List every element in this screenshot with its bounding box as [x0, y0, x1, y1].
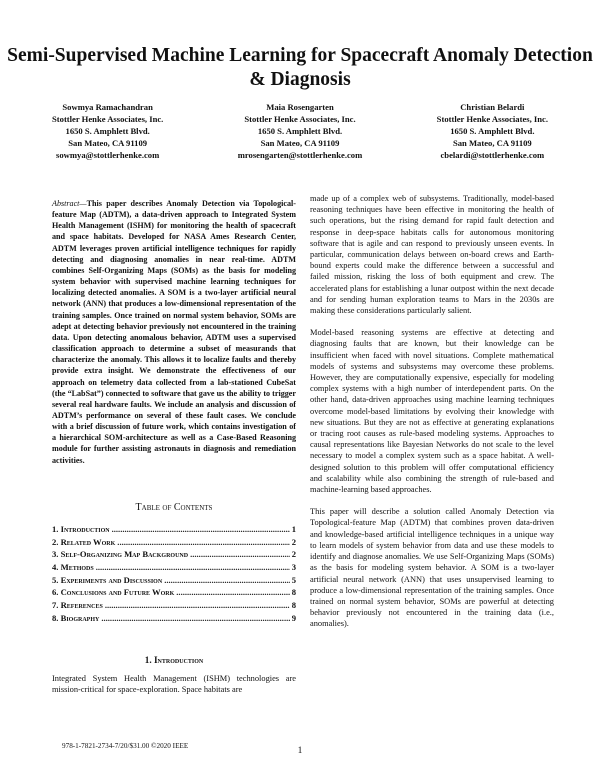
abstract: [52, 198, 296, 466]
toc-item-title: 4. Methods: [52, 562, 94, 573]
toc-item[interactable]: [52, 612, 296, 625]
toc-item[interactable]: [52, 561, 296, 574]
author-address-line: San Mateo, CA 91109: [452, 138, 532, 148]
toc-leader: [112, 523, 290, 536]
toc-item-page: 2: [291, 536, 296, 547]
toc-leader: [176, 586, 289, 599]
author-2: [238, 101, 363, 161]
abstract-text: This paper describes Anomaly Detection via Topological-feature Map (ADTM), a data-driven approach to Integrated System Health Management (ISHM) for monitoring the health of spacecraft and space habitats. Developed for NASA Ames Research Center, ADTM leverages proven artificial intelligence techniques for rapidly detecting and diagnosing anomalies in near real-time. ADTM combines Self-Organizing Maps (SOMs) as the basis for modeling system behavior with supervised machine learning techniques for localizing detected anomalies. A SOM is a two-layer artificial neural network (ANN) that produces a low-dimensional representation of the training samples. Once trained on normal system behavior, SOMs are adept at detecting behavior previously not encountered in the training data. Upon detecting anomalous behavior, ADTM uses a supervised classification approach to determine a subset of measurands that characterize the anomaly. This allows it to localize faults and thereby provide extra insight. We demonstrate the effectiveness of our approach on telemetry data collected from a lab-stationed CubeSat (the “LabSat”) connected to software that gave us the ability to trigger several real hardware faults. We include an analysis and discussion of ADTM’s performance on several of these fault cases. We conclude with a brief discussion of future work, which contains investigation of a hierarchical SOM-architecture as well as a Case-Based Reasoning module for further assisting astronauts in diagnosis and remediation activities.: [52, 199, 296, 465]
author-org: Stottler Henke Associates, Inc.: [244, 114, 356, 124]
author-name: Christian Belardi: [460, 102, 525, 112]
toc-item-title: 7. References: [52, 600, 103, 611]
section-heading-introduction: [52, 655, 296, 666]
toc-item-page: 3: [291, 562, 296, 573]
body-paragraph: Model-based reasoning systems are effective at detecting and diagnosing faults that are known, but their knowledge can be insufficient when faced with novel situations. Complete mathematical models of systems and subsystems may overcome these problems. However, they are computationally expensive, especially for modeling complex systems with a high number of interdependent parts. On the other hand, data-driven approaches using machine learning techniques overcome model-based limitations by evolving their knowledge with new situations. But they are not as effective at generating explanations or tracing root causes as rule-based modeling systems. Approaches to causal representations like Bayesian Networks do not scale to the level necessary to model a complex system such as a space habitat. A well-designed solution to this problem will offer computational efficiency and scalability while also combining the strength of rule-based and machine-learning based approaches.: [310, 328, 554, 495]
author-org: Stottler Henke Associates, Inc.: [436, 114, 548, 124]
author-email: sowmya@stottlerhenke.com: [56, 150, 160, 160]
page-number: 1: [297, 746, 303, 756]
section-heading-text: 1. Introduction: [144, 654, 204, 665]
intro-paragraph-start: Integrated System Health Management (ISHM) technologies are mission-critical for space-exploration. Space habitats are: [52, 673, 296, 694]
toc-item[interactable]: [52, 548, 296, 561]
toc-item[interactable]: [52, 536, 296, 549]
toc-item-title: 8. Biography: [52, 612, 100, 623]
left-column: [52, 198, 296, 706]
toc-item[interactable]: [52, 586, 296, 599]
toc-item-title: 3. Self-Organizing Map Background: [52, 549, 189, 560]
toc-item-title: 6. Conclusions and Future Work: [52, 587, 175, 598]
toc-item-page: 1: [291, 523, 296, 534]
copyright-identifier: 978-1-7821-2734-7/20/$31.00 ©2020 IEEE: [62, 742, 189, 750]
author-1: [52, 101, 163, 161]
author-address-line: San Mateo, CA 91109: [260, 138, 340, 148]
paper-title: Semi-Supervised Machine Learning for Spacecraft Anomaly Detection & Diagnosis: [7, 45, 593, 90]
author-email: mrosengarten@stottlerhenke.com: [237, 150, 363, 160]
author-block: [52, 101, 548, 161]
toc-leader: [117, 536, 289, 549]
toc-item-page: 8: [291, 587, 296, 598]
author-address-line: 1650 S. Amphlett Blvd.: [450, 126, 535, 136]
right-column: [310, 193, 554, 641]
abstract-lead: Abstract—: [52, 199, 87, 208]
body-paragraph: made up of a complex web of subsystems. Traditionally, model-based reasoning techniques have been effective in monitoring the health of such operations, but the rising demand for rapid fault detection and response in deep-space habitats calls for autonomous monitoring software that is agile and can respond to previously unseen events. In particular, communication delays between on-board crews and Earth-bound experts could make the difference between a successful and failed mission, risking the loss of both equipment and crew. The accelerated plans for establishing a lunar outpost within the next decade and for sending human exploration teams to Mars in the 2030s are making these considerations particularly salient.: [310, 194, 554, 316]
toc-leader: [101, 612, 289, 625]
table-of-contents: [52, 523, 296, 625]
author-org: Stottler Henke Associates, Inc.: [52, 114, 164, 124]
toc-item[interactable]: [52, 574, 296, 587]
toc-item[interactable]: [52, 599, 296, 612]
author-name: Maia Rosengarten: [266, 102, 334, 112]
toc-leader: [105, 599, 290, 612]
toc-leader: [164, 574, 290, 587]
toc-leader: [96, 561, 290, 574]
author-address-line: 1650 S. Amphlett Blvd.: [257, 126, 343, 136]
toc-item-title: 2. Related Work: [52, 536, 116, 547]
toc-item[interactable]: [52, 523, 296, 536]
toc-heading-text: Table of Contents: [135, 501, 213, 513]
toc-item-page: 5: [291, 574, 296, 585]
toc-item-title: 1. Introduction: [52, 523, 110, 534]
toc-item-page: 8: [291, 600, 296, 611]
author-3: [437, 101, 548, 161]
body-paragraph: This paper will describe a solution called Anomaly Detection via Topological-feature Map (ADTM) that combines proven data-driven and knowledge-based artificial intelligence techniques in a unique way to learn models of system behavior from data and use these models to identify and diagnose anomalies. We use Self-Organizing Maps (SOMs) as the basis for modeling system behavior. A SOM is a two-layer artificial neural network (ANN) that uses unsupervised learning to produce a low-dimensional representation of the training samples. Once trained on normal system behavior, SOMs are powerful at detecting behavior previously not encountered in the training data (i.e., anomalies).: [310, 507, 554, 629]
author-address-line: 1650 S. Amphlett Blvd.: [65, 126, 150, 136]
author-email: cbelardi@stottlerhenke.com: [440, 150, 545, 160]
toc-item-title: 5. Experiments and Discussion: [52, 574, 163, 585]
author-address-line: San Mateo, CA 91109: [68, 138, 148, 148]
author-name: Sowmya Ramachandran: [62, 102, 153, 112]
toc-item-page: 2: [291, 549, 296, 560]
toc-heading: [52, 502, 296, 513]
toc-leader: [190, 548, 290, 561]
toc-item-page: 9: [291, 612, 296, 623]
